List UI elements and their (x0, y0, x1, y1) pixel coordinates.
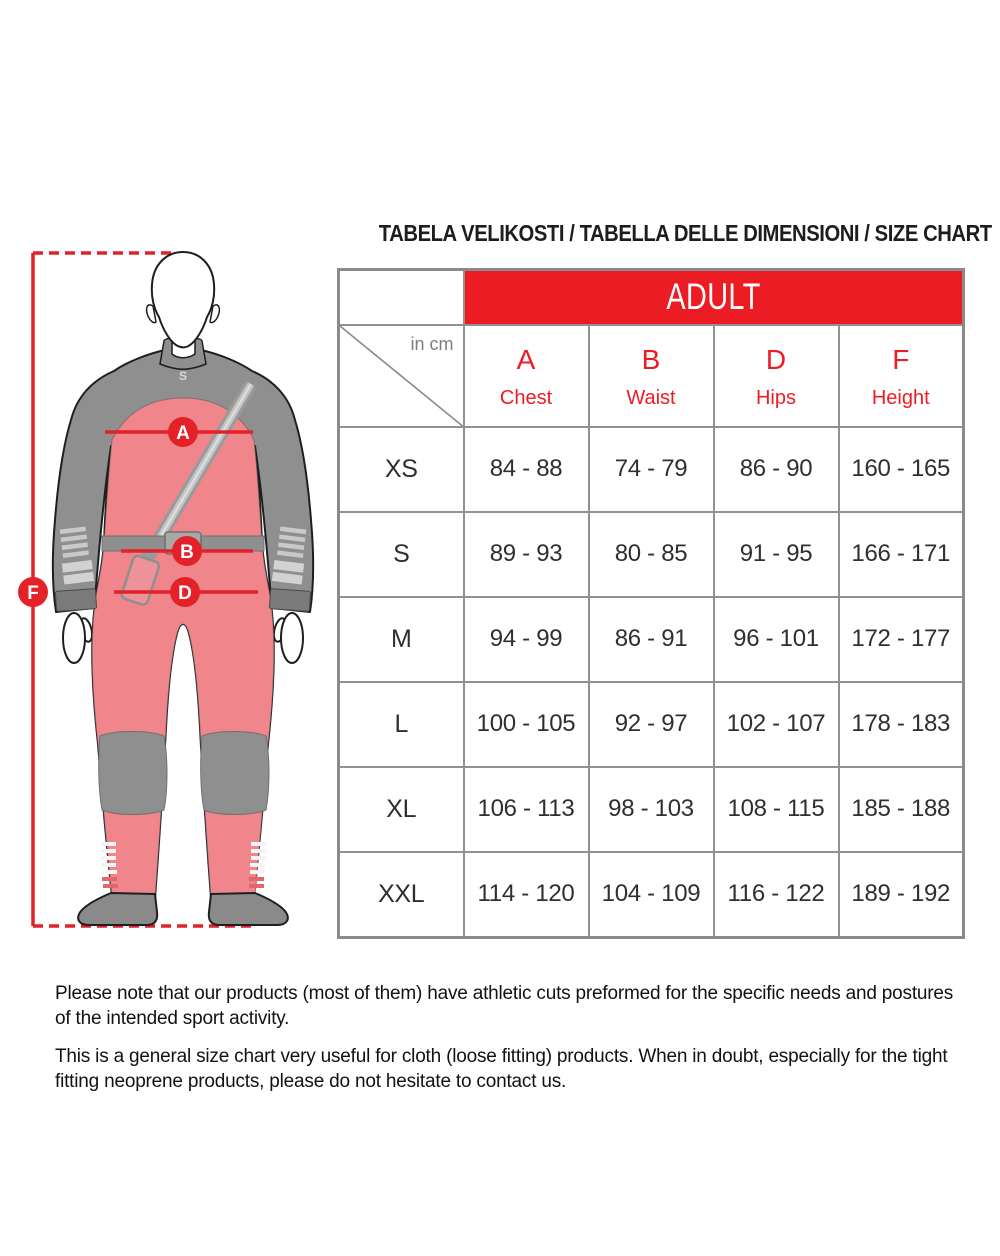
table-subheader-row (339, 325, 964, 427)
cell-hips: 96 - 101 (714, 597, 839, 682)
table-row (339, 852, 964, 938)
cell-size: M (339, 597, 464, 682)
page-title (337, 220, 992, 247)
cell-height: 166 - 171 (839, 512, 964, 597)
cell-size: XXL (339, 852, 464, 938)
cuff-left (55, 589, 96, 612)
knee-pad-right (201, 732, 269, 815)
hand-right-icon (272, 613, 303, 663)
corner-cell (339, 270, 464, 325)
adult-group-header (464, 270, 964, 325)
cell-waist: 74 - 79 (589, 427, 714, 512)
marker-d-label: D (178, 583, 192, 604)
cuff-right (269, 589, 310, 612)
cell-size: S (339, 512, 464, 597)
cell-hips: 116 - 122 (714, 852, 839, 938)
column-letter: A (516, 344, 536, 375)
cell-height: 189 - 192 (839, 852, 964, 938)
cell-size: XS (339, 427, 464, 512)
note-line: fitting neoprene products, please do not hesitate to contact us. (55, 1071, 567, 1092)
chest-panel (92, 398, 274, 898)
column-name: Hips (755, 387, 796, 409)
cell-chest: 84 - 88 (464, 427, 589, 512)
cell-height: 160 - 165 (839, 427, 964, 512)
table-row (339, 767, 964, 852)
adult-group-header-text: ADULT (666, 276, 761, 318)
cell-size: XL (339, 767, 464, 852)
notes-section (55, 981, 970, 1107)
cell-chest: 100 - 105 (464, 682, 589, 767)
boot-left (78, 893, 157, 925)
unit-cell (339, 325, 464, 427)
table-row (339, 597, 964, 682)
column-letter: F (892, 344, 910, 375)
cell-chest: 89 - 93 (464, 512, 589, 597)
cell-waist: 86 - 91 (589, 597, 714, 682)
note-athletic-cuts (55, 981, 970, 1031)
boot-right (209, 893, 288, 925)
page-title-text: TABELA VELIKOSTI / TABELLA DELLE DIMENSIONI / SIZE CHART (378, 220, 992, 246)
note-line: Please note that our products (most of them) have athletic cuts preformed for the specific needs and postures (55, 983, 954, 1004)
column-letter: B (641, 344, 661, 375)
cell-chest: 106 - 113 (464, 767, 589, 852)
cell-hips: 108 - 115 (714, 767, 839, 852)
note-line: of the intended sport activity. (55, 1008, 290, 1029)
marker-f-label: F (27, 583, 39, 604)
cell-height: 185 - 188 (839, 767, 964, 852)
cell-chest: 114 - 120 (464, 852, 589, 938)
cell-height: 178 - 183 (839, 682, 964, 767)
column-header-hips (714, 325, 839, 427)
size-table-body (339, 427, 964, 938)
cell-hips: 102 - 107 (714, 682, 839, 767)
size-table (337, 268, 965, 939)
unit-label: in cm (410, 333, 454, 354)
cell-waist: 104 - 109 (589, 852, 714, 938)
marker-a-label: A (176, 423, 190, 444)
cell-waist: 92 - 97 (589, 682, 714, 767)
marker-b-label: B (180, 542, 194, 563)
cell-size: L (339, 682, 464, 767)
table-row (339, 512, 964, 597)
column-name: Height (871, 387, 930, 409)
table-band-row (339, 270, 964, 325)
cell-chest: 94 - 99 (464, 597, 589, 682)
drysuit-figure-diagram (15, 238, 337, 938)
column-header-waist (589, 325, 714, 427)
column-name: Chest (499, 387, 553, 409)
note-general-chart (55, 1044, 970, 1094)
table-row (339, 682, 964, 767)
cell-hips: 91 - 95 (714, 512, 839, 597)
cell-waist: 98 - 103 (589, 767, 714, 852)
cell-height: 172 - 177 (839, 597, 964, 682)
column-letter: D (765, 344, 787, 375)
cell-hips: 86 - 90 (714, 427, 839, 512)
brand-logo: S (178, 369, 188, 383)
hand-left-icon (63, 613, 94, 663)
column-name: Waist (626, 387, 676, 409)
column-header-height (839, 325, 964, 427)
cell-waist: 80 - 85 (589, 512, 714, 597)
table-row (339, 427, 964, 512)
figure-head (147, 252, 220, 358)
note-line: This is a general size chart very useful for cloth (loose fitting) products. When in doubt, especially for the tight (55, 1046, 948, 1067)
knee-pad-left (99, 732, 167, 815)
column-header-chest (464, 325, 589, 427)
